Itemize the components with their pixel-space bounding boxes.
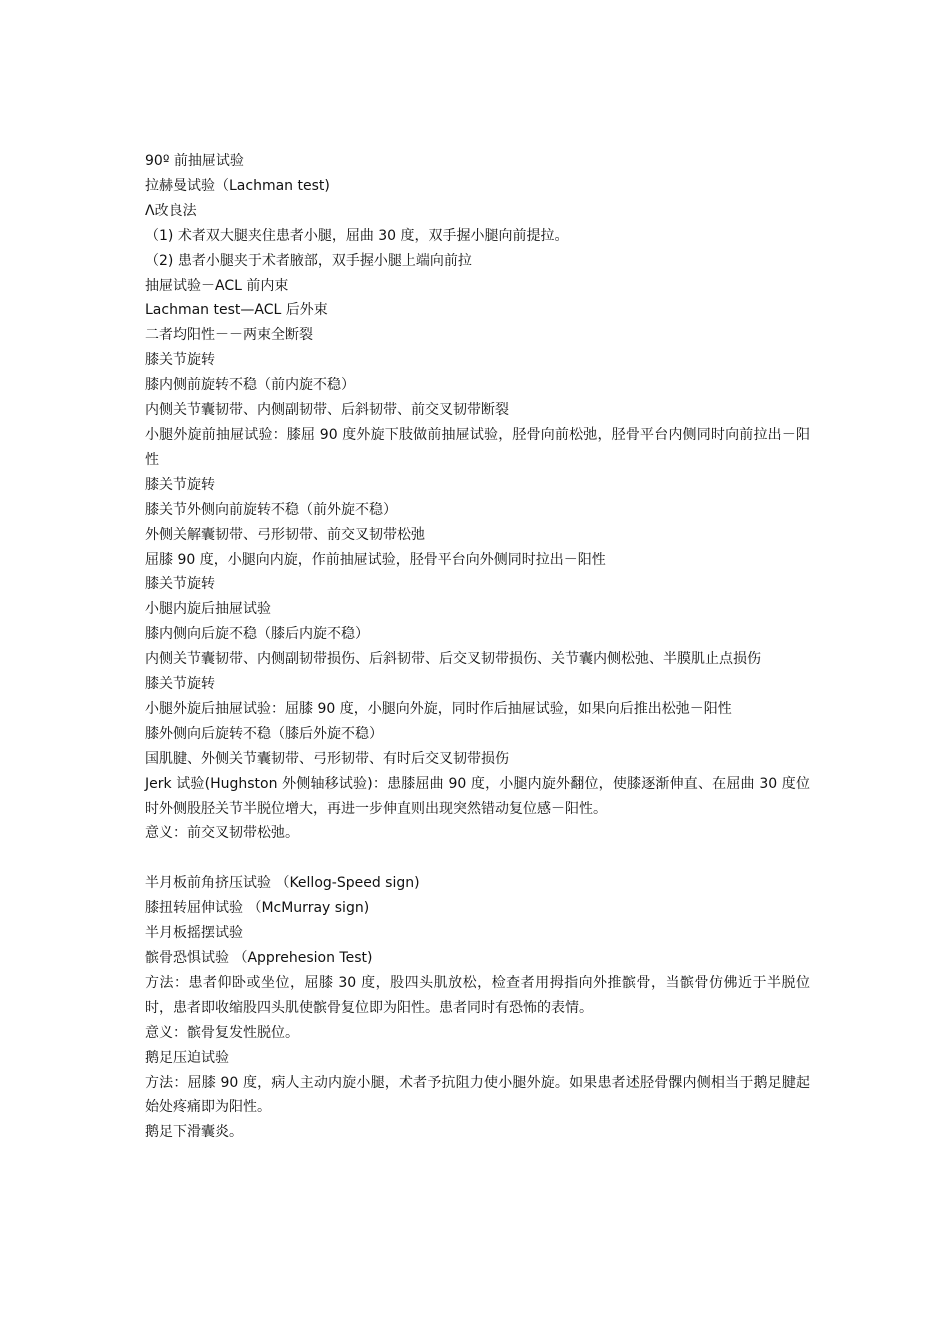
text-line-title-90-anterior-drawer: 90º 前抽屉试验 (145, 153, 244, 169)
text-line-posterolateral-instability: 膝外侧向后旋转不稳（膝后外旋不稳） (145, 725, 383, 742)
text-line-apprehension-method: 方法：患者仰卧或坐位，屈膝 30 度，股四头肌放松，检查者用拇指向外推髌骨，当髌骨仿佛近于半脱位时，患者即收缩股四头肌使髌骨复位即为阳性。患者同时有恐怖的表情。 (145, 974, 810, 1016)
text-line-modified-method: Λ改良法 (145, 202, 197, 219)
text-line-knee-rotation-1: 膝关节旋转 (145, 352, 215, 369)
text-line-method-1: （1) 术者双大腿夹住患者小腿，屈曲 30 度，双手握小腿向前提拉。 (145, 227, 569, 244)
text-line-pes-anserinus-method: 方法：屈膝 90 度，病人主动内旋小腿，术者予抗阻力使小腿外旋。如果患者述胫骨髁内侧相当于鹅足腱起始处疼痛即为阳性。 (145, 1074, 810, 1116)
text-line-meniscus-swing-test: 半月板摇摆试验 (145, 925, 243, 942)
text-line-kellog-speed-sign: 半月板前角挤压试验 （Kellog-Speed sign) (145, 875, 420, 892)
text-line-method-2: （2) 患者小腿夹于术者腋部，双手握小腿上端向前拉 (145, 252, 472, 269)
text-line-lachman-test: 拉赫曼试验（Lachman test) (145, 177, 330, 194)
text-line-external-rotation-anterior-drawer: 小腿外旋前抽屉试验：膝屈 90 度外旋下肢做前抽屉试验，胫骨向前松弛，胫骨平台内侧同时向前拉出－阳性 (145, 426, 810, 468)
text-line-both-positive: 二者均阳性－－两束全断裂 (145, 327, 313, 344)
text-line-knee-rotation-2: 膝关节旋转 (145, 476, 215, 493)
text-line-anterolateral-instability: 膝关节外侧向前旋转不稳（前外旋不稳） (145, 501, 397, 518)
text-line-pes-anserinus-test: 鹅足压迫试验 (145, 1049, 229, 1066)
text-line-internal-rotation-anterior-drawer: 屈膝 90 度，小腿向内旋，作前抽屉试验，胫骨平台向外侧同时拉出－阳性 (145, 551, 606, 568)
document-body (145, 149, 810, 1145)
text-line-medial-ligament-rupture: 内侧关节囊韧带、内侧副韧带、后斜韧带、前交叉韧带断裂 (145, 402, 509, 419)
text-line-apprehension-test: 髌骨恐惧试验 （Apprehesion Test) (145, 949, 373, 966)
text-line-posteromedial-instability: 膝内侧向后旋不稳（膝后内旋不稳） (145, 626, 369, 643)
blank-line (145, 846, 810, 871)
text-line-medial-injuries: 内侧关节囊韧带、内侧副韧带损伤、后斜韧带、后交叉韧带损伤、关节囊内侧松弛、半膜肌止点损伤 (145, 651, 761, 668)
text-line-lateral-ligament-laxity: 外侧关解囊韧带、弓形韧带、前交叉韧带松弛 (145, 526, 425, 543)
text-line-mcmurray-sign: 膝扭转屈伸试验 （McMurray sign) (145, 900, 370, 917)
text-line-drawer-acl-anteromedial: 抽屉试验－ACL 前内束 (145, 277, 289, 294)
text-line-knee-rotation-4: 膝关节旋转 (145, 676, 215, 693)
text-line-knee-rotation-3: 膝关节旋转 (145, 576, 215, 593)
text-line-jerk-significance: 意义：前交叉韧带松弛。 (145, 825, 299, 842)
text-line-pes-anserinus-bursitis: 鹅足下滑囊炎。 (145, 1124, 243, 1141)
text-line-external-rotation-posterior-drawer: 小腿外旋后抽屉试验：屈膝 90 度，小腿向外旋，同时作后抽屉试验，如果向后推出松弛－阳性 (145, 700, 732, 717)
text-line-lateral-injuries: 国肌腱、外侧关节囊韧带、弓形韧带、有时后交叉韧带损伤 (145, 750, 509, 767)
text-line-jerk-test: Jerk 试验(Hughston 外侧轴移试验)：患膝屈曲 90 度，小腿内旋外翻位，使膝逐渐伸直、在屈曲 30 度位时外侧股胫关节半脱位增大，再进一步伸直则出现突然错动复位感－阳性。 (145, 775, 810, 817)
text-line-internal-rotation-posterior-drawer: 小腿内旋后抽屉试验 (145, 601, 271, 618)
text-line-lachman-acl-posterolateral: Lachman test—ACL 后外束 (145, 302, 328, 319)
text-line-anteromedial-instability: 膝内侧前旋转不稳（前内旋不稳） (145, 377, 355, 394)
text-line-apprehension-significance: 意义：髌骨复发性脱位。 (145, 1024, 299, 1041)
